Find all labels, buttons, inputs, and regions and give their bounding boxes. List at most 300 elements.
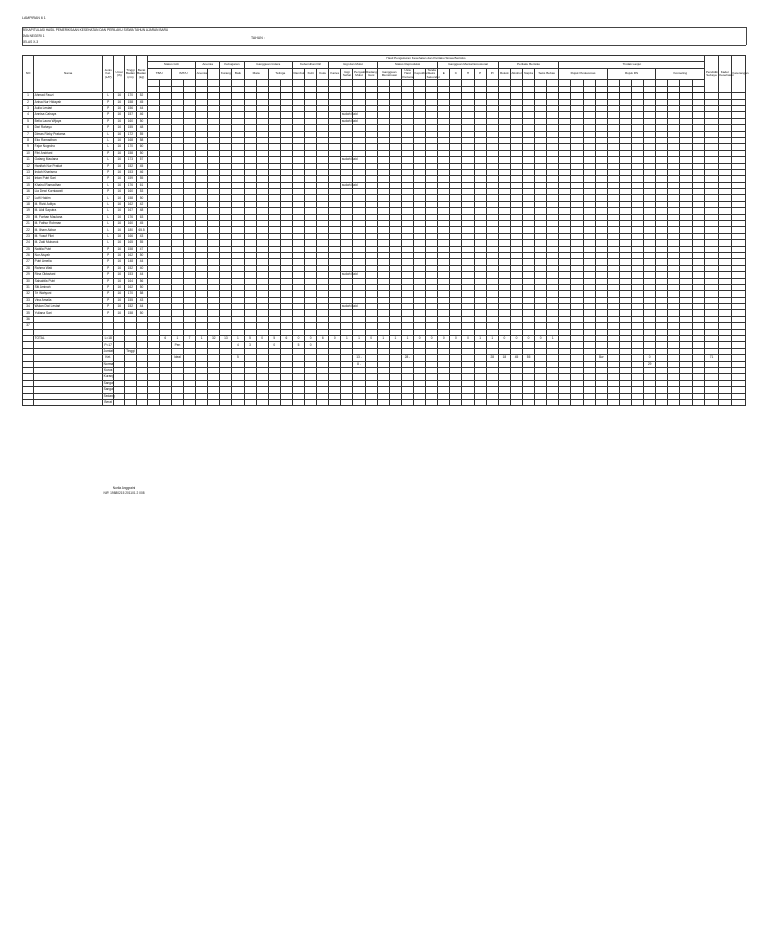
cell-nama: Intan Putri Sari [34, 176, 103, 182]
summary-cell: Sedang [103, 393, 115, 398]
cell-umur: 16 [114, 137, 125, 143]
cell-nama: Ahmad Fauzi [34, 93, 103, 99]
cell-jk: P [103, 150, 114, 156]
cell-umur: 16 [114, 278, 125, 284]
summary-cell: 29 [644, 361, 656, 367]
cell-nama: Dwi Rahayu [34, 125, 103, 131]
cell-nama: Rina Oktaviani [34, 272, 103, 278]
col-karies: Karies [329, 68, 341, 80]
summary-cell [547, 399, 559, 405]
col-imtu: IMT/U [171, 68, 195, 80]
report-title: REKAPITULASI HASIL PEMERIKSAAN KESEHATAN DAN PERILAKU SISWA TAHUN AJARAN BARU [22, 28, 169, 32]
summary-cell: 0 [535, 336, 547, 342]
summary-cell [732, 399, 746, 405]
summary-cell [171, 399, 183, 405]
cell-no: 11 [23, 157, 34, 163]
col-alkohol: Alkohol [510, 68, 522, 80]
summary-cell: 5 [244, 336, 256, 342]
cell-jk: P [103, 304, 114, 310]
summary-cell: 1 [232, 336, 244, 342]
cell-tb: 162 [125, 252, 136, 258]
cell-tb: 156 [125, 105, 136, 111]
col-rambut: Rambut [292, 68, 304, 80]
col-anemia-no [208, 68, 220, 80]
cell-no: 26 [23, 252, 34, 258]
cell-jk: L [103, 233, 114, 239]
cell-nama: Dimas Rizky Pratama [34, 131, 103, 137]
cell-no: 17 [23, 195, 34, 201]
cell-bb: 55 [136, 131, 147, 137]
cell-no: 4 [23, 112, 34, 118]
summary-cell: Berat [104, 400, 112, 405]
cell-no: 13 [23, 169, 34, 175]
summary-cell [426, 399, 438, 405]
cell-bb: 61 [136, 182, 147, 188]
cell-value: sudah haid [341, 182, 358, 187]
cell-nama: Salsabila Putri [34, 278, 103, 284]
col-kebugaran: Kebugaran [220, 62, 244, 68]
col-gigi: Gigi dan Mulut [329, 62, 377, 68]
summary-cell [268, 399, 280, 405]
summary-cell: 13 - [353, 355, 365, 361]
summary-cell [644, 399, 656, 405]
cell-jk: P [103, 310, 114, 316]
cell-nama: Yuliana Sari [34, 310, 103, 316]
cell-bb: 43 [136, 233, 147, 239]
summary-cell: 5 [268, 336, 280, 342]
summary-cell [607, 399, 619, 405]
cell-no: 5 [23, 118, 34, 124]
cell-bb: 42 [136, 201, 147, 207]
cell-no: 28 [23, 265, 34, 271]
col-p: P [474, 68, 486, 80]
col-menstruasi: Gangguan Menstruasi [377, 68, 401, 80]
summary-cell: 3 [244, 342, 256, 348]
summary-cell [159, 399, 171, 405]
cell-no: 30 [23, 278, 34, 284]
cell-bb: 53 [136, 189, 147, 195]
cell-nama: Eko Ramadhan [34, 137, 103, 143]
cell-umur: 16 [114, 221, 125, 227]
cell-umur: 16 [114, 265, 125, 271]
cell-tb: 165 [125, 240, 136, 246]
cell-no: 36 [23, 316, 34, 322]
summary-cell: Normal [103, 361, 114, 366]
cell-jk: L [103, 182, 114, 188]
cell-value: sudah haid [341, 157, 358, 162]
cell-jk: P [103, 246, 114, 252]
col-umur: Umur (th) [114, 56, 125, 93]
cell-jk: P [103, 272, 114, 278]
summary-cell: 7 [183, 336, 195, 342]
cell-tb: 160 [125, 118, 136, 124]
cell-nama: M. Rizki Aditya [34, 201, 103, 207]
summary-cell: Sangat [103, 387, 114, 392]
cell-bb: 65.5 [136, 227, 147, 233]
cell-no: 25 [23, 246, 34, 252]
summary-cell: 28 [486, 355, 498, 361]
cell-no: 14 [23, 176, 34, 182]
cell-umur: 16 [114, 246, 125, 252]
col-c: C [450, 68, 462, 80]
cell-jk: L [103, 144, 114, 150]
cell-no: 19 [23, 208, 34, 214]
cell-no: 1 [23, 93, 34, 99]
cell-jk: P [103, 105, 114, 111]
cell-nama: Hanifah Nur Pratiwi [34, 163, 103, 169]
year-label: TAHUN : [251, 36, 265, 40]
summary-cell: 0 [510, 336, 522, 342]
cell-jk: P [103, 112, 114, 118]
summary-cell [668, 399, 680, 405]
cell-no: 35 [23, 310, 34, 316]
group-header: Hasil Pengukuran Kesehatan dan Perilaku Siswa Berisiko [147, 56, 705, 62]
summary-cell: 8 - [353, 361, 365, 367]
col-konseling: Konseling [656, 68, 705, 80]
cell-tb: 166 [125, 233, 136, 239]
cell-bb: 44 [136, 304, 147, 310]
summary-cell [317, 399, 329, 405]
cell-nama: Siti Aminah [34, 284, 103, 290]
col-kebersihan: Kebersihan Diri [292, 62, 328, 68]
summary-cell: Jumlah [103, 348, 114, 353]
cell-nama: Khairul Ramadhan [34, 182, 103, 188]
cell-no: 24 [23, 240, 34, 246]
summary-row [23, 399, 746, 405]
summary-cell: 1 [196, 336, 208, 342]
school-name: SMA NEGERI 1 [22, 34, 45, 38]
cell-bb: 45 [136, 163, 147, 169]
summary-cell [656, 399, 668, 405]
cell-tb: 168 [125, 137, 136, 143]
summary-cell [365, 399, 377, 405]
cell-tb: 153 [125, 272, 136, 278]
summary-cell [632, 399, 644, 405]
summary-cell [571, 399, 583, 405]
col-penyakit-mulut: Penyakit Mulut [353, 68, 365, 80]
col-mata: Mata [244, 68, 268, 80]
cell-tb: 170 [125, 93, 136, 99]
cell-nama: M. Aldi Saputra [34, 208, 103, 214]
cell-umur: 16 [114, 284, 125, 290]
cell-umur: 16 [114, 163, 125, 169]
summary-cell [305, 399, 317, 405]
cell-no: 27 [23, 259, 34, 265]
cell-umur: 16 [114, 208, 125, 214]
col-keputihan: Keputihan [414, 68, 426, 80]
col-kuku: Kuku [317, 68, 329, 80]
cell-bb: 48 [136, 208, 147, 214]
summary-cell: 0 [644, 355, 656, 361]
col-bb: Berat Badan (kg) [136, 56, 147, 93]
summary-cell [114, 399, 125, 405]
cell-umur: 16 [114, 189, 125, 195]
cell-bb: 46 [136, 169, 147, 175]
cell-umur: 16 [114, 272, 125, 278]
cell-bb: 50 [136, 195, 147, 201]
cell-umur: 16 [114, 176, 125, 182]
cell-jk: P [103, 252, 114, 258]
cell-nama: Galang Maulana [34, 157, 103, 163]
cell-umur: 16 [114, 214, 125, 220]
summary-cell: 13 [220, 336, 232, 342]
cell-jk: L [103, 157, 114, 163]
summary-cell: Ket. [103, 355, 114, 361]
cell-nama: Lia Dewi Kurniawati [34, 189, 103, 195]
cell-jk: L [103, 93, 114, 99]
cell-value: sudah haid [341, 118, 358, 123]
col-reproduksi: Status Reproduksi [377, 62, 438, 68]
cell-tb: 176 [125, 214, 136, 220]
summary-cell: 1 [486, 336, 498, 342]
cell-jk: P [103, 118, 114, 124]
cell-umur: 16 [114, 233, 125, 239]
summary-cell [280, 399, 292, 405]
header-border [746, 27, 747, 45]
summary-cell [486, 399, 498, 405]
summary-cell [535, 399, 547, 405]
col-kulit: Kulit [305, 68, 317, 80]
cell-value: sudah haid [341, 272, 358, 277]
summary-cell: 0 [498, 336, 510, 342]
cell-jk: P [103, 169, 114, 175]
cell-bb: 58 [136, 137, 147, 143]
col-e: E [438, 68, 450, 80]
cell-jk: P [103, 125, 114, 131]
cell-nama: Vina Amalia [34, 297, 103, 303]
cell-nama: Wulan Dwi Lestari [34, 304, 103, 310]
cell-tb: 162 [125, 201, 136, 207]
summary-cell: 0 [438, 336, 450, 342]
cell-nama: M. Fathur Rohman [34, 221, 103, 227]
cell-bb: 50 [136, 150, 147, 156]
col-pr: Pr [486, 68, 498, 80]
summary-cell [34, 399, 103, 405]
summary-cell [329, 399, 341, 405]
cell-no: 37 [23, 323, 34, 329]
cell-bb: 50 [136, 284, 147, 290]
col-napza: Napza [523, 68, 535, 80]
summary-cell: 55 [523, 355, 535, 361]
cell-jk: L [103, 240, 114, 246]
cell-tb: 164 [125, 278, 136, 284]
cell-nama: Fajar Nugroho [34, 144, 103, 150]
cell-jk: L [103, 131, 114, 137]
cell-bb: 44 [136, 259, 147, 265]
col-kader: Kader Kesehatan [718, 56, 731, 93]
col-bugar-baik: Baik [232, 68, 244, 80]
cell-nama: Indah Kharisma [34, 169, 103, 175]
cell-jk: L [103, 214, 114, 220]
summary-cell [136, 399, 147, 405]
cell-value: sudah haid [341, 112, 358, 117]
summary-cell [244, 399, 256, 405]
summary-cell: 0 [256, 336, 268, 342]
cell-nama: Aulia Lestari [34, 105, 103, 111]
col-tanda-seks: Tanda Seks Sekunder [426, 67, 440, 79]
summary-cell [292, 399, 304, 405]
cell-umur: 16 [114, 310, 125, 316]
summary-cell [256, 399, 268, 405]
cell-umur: 16 [114, 131, 125, 137]
summary-cell: Ideal [171, 355, 183, 361]
summary-cell [377, 399, 389, 405]
summary-cell: 28 - [401, 355, 413, 361]
cell-umur: 16 [114, 105, 125, 111]
cell-tb: 170 [125, 144, 136, 150]
cell-umur: 16 [114, 252, 125, 258]
cell-tb: 160 [125, 221, 136, 227]
cell-jk: P [103, 297, 114, 303]
cell-no: 33 [23, 297, 34, 303]
summary-cell: 0 [450, 336, 462, 342]
signatory-name: Nurlia Anggraini [112, 486, 136, 490]
cell-tb: 180 [125, 227, 136, 233]
summary-cell [510, 399, 522, 405]
cell-nama: M. Farhan Maulana [34, 214, 103, 220]
col-rokok: Rokok [498, 68, 510, 80]
cell-jk: L [103, 221, 114, 227]
cell-umur: 16 [114, 118, 125, 124]
summary-cell: 0 [523, 336, 535, 342]
summary-cell [718, 399, 731, 405]
col-tbu: TB/U [147, 68, 171, 80]
cell-nama: M. Ilham Akbar [34, 227, 103, 233]
summary-cell: Kurang [103, 374, 114, 379]
cell-bb: 44 [136, 272, 147, 278]
summary-cell: 0 [426, 336, 438, 342]
cell-bb: 48 [136, 125, 147, 131]
summary-cell: Bw [595, 355, 607, 361]
cell-bb: 45 [136, 99, 147, 105]
cell-tb: 172 [125, 131, 136, 137]
cell-umur: 16 [114, 144, 125, 150]
cell-no: 16 [23, 189, 34, 195]
summary-cell [196, 399, 208, 405]
summary-cell: 6 [317, 336, 329, 342]
summary-cell [705, 399, 718, 405]
summary-cell [559, 399, 571, 405]
summary-cell [414, 399, 426, 405]
col-status-gizi: Status Gizi [147, 62, 195, 68]
summary-cell [692, 399, 705, 405]
summary-cell: 4 [232, 342, 244, 348]
cell-umur: 16 [114, 195, 125, 201]
cell-no: 31 [23, 284, 34, 290]
cell-nama: Nabila Putri [34, 246, 103, 252]
cell-bb: 55 [136, 240, 147, 246]
cell-jk: L [103, 208, 114, 214]
summary-cell: 6 [159, 336, 171, 342]
summary-cell: L=18 [104, 336, 112, 341]
cell-tb: 157 [125, 112, 136, 118]
col-seks: Seks Bebas [535, 68, 559, 80]
summary-cell: TOTAL [34, 336, 103, 342]
cell-tb: 158 [125, 310, 136, 316]
cell-umur: 16 [114, 297, 125, 303]
cell-jk: P [103, 189, 114, 195]
cell-jk: P [103, 163, 114, 169]
col-telinga: Telinga [268, 68, 292, 80]
cell-no: 9 [23, 144, 34, 150]
col-anemia-ya: Anemia [196, 68, 208, 80]
cell-tb: 158 [125, 99, 136, 105]
summary-cell: Sangat [103, 380, 114, 385]
summary-cell [341, 399, 353, 405]
col-rujuk-pkm: Rujuk Puskesmas [559, 68, 607, 80]
signatory-nip: NIP. 19880215 201101 2 008 [103, 491, 145, 495]
cell-bb: 50 [136, 310, 147, 316]
cell-nama: Annisa Cahaya [34, 112, 103, 118]
summary-cell [619, 399, 631, 405]
cell-tb: 152 [125, 163, 136, 169]
cell-tb: 160 [125, 189, 136, 195]
cell-umur: 16 [114, 125, 125, 131]
cell-bb: 46 [136, 112, 147, 118]
col-tindak-lanjut: Tindak Lanjut [559, 62, 705, 68]
cell-tb: 162 [125, 284, 136, 290]
summary-cell: P=17 [104, 342, 112, 347]
summary-cell [523, 399, 535, 405]
cell-bb: 57 [136, 157, 147, 163]
summary-cell: 0 [305, 342, 317, 348]
cell-no: 29 [23, 272, 34, 278]
header-border [22, 27, 23, 45]
summary-cell: 0 [329, 336, 341, 342]
col-pendidik: Pendidik Sebaya [705, 56, 718, 93]
summary-cell: 45 [510, 355, 522, 361]
summary-cell [232, 399, 244, 405]
cell-tb: 158 [125, 246, 136, 252]
header-border [22, 27, 746, 28]
class-name: KELAS X-3 [22, 40, 39, 44]
cell-no: 22 [23, 227, 34, 233]
health-screening-table [22, 55, 749, 406]
summary-cell: Tinggi [126, 348, 135, 353]
header-border [22, 45, 746, 46]
col-mental: Gangguan Mental Emosional [438, 62, 499, 68]
cell-jk: P [103, 265, 114, 271]
cell-umur: 16 [114, 93, 125, 99]
cell-no: 7 [23, 131, 34, 137]
cell-tb: 155 [125, 125, 136, 131]
summary-cell: 1 [547, 336, 559, 342]
cell-nama: M. Zaki Mubarok [34, 240, 103, 246]
cell-jk: P [103, 176, 114, 182]
summary-cell [438, 399, 450, 405]
cell-bb: 63 [136, 214, 147, 220]
cell-nama: Nur Aisyah [34, 252, 103, 258]
cell-tb: 173 [125, 157, 136, 163]
summary-cell: 1 [377, 336, 389, 342]
cell-nama: M. Yusuf Fikri [34, 233, 103, 239]
cell-bb: 43 [136, 297, 147, 303]
cell-nama: Anisa Nur Hidayah [34, 99, 103, 105]
summary-cell: 0 [292, 336, 304, 342]
cell-jk: L [103, 201, 114, 207]
cell-no: 10 [23, 150, 34, 156]
col-tb: Tinggi Badan (cm) [125, 56, 136, 93]
cell-bb: 50 [136, 118, 147, 124]
summary-cell: 1 [474, 336, 486, 342]
cell-tb: 176 [125, 182, 136, 188]
cell-bb: 40 [136, 265, 147, 271]
cell-umur: 16 [114, 259, 125, 265]
summary-cell [220, 399, 232, 405]
summary-cell [353, 399, 365, 405]
col-anemia: Anemia [196, 62, 220, 68]
col-no: NO [23, 56, 34, 93]
